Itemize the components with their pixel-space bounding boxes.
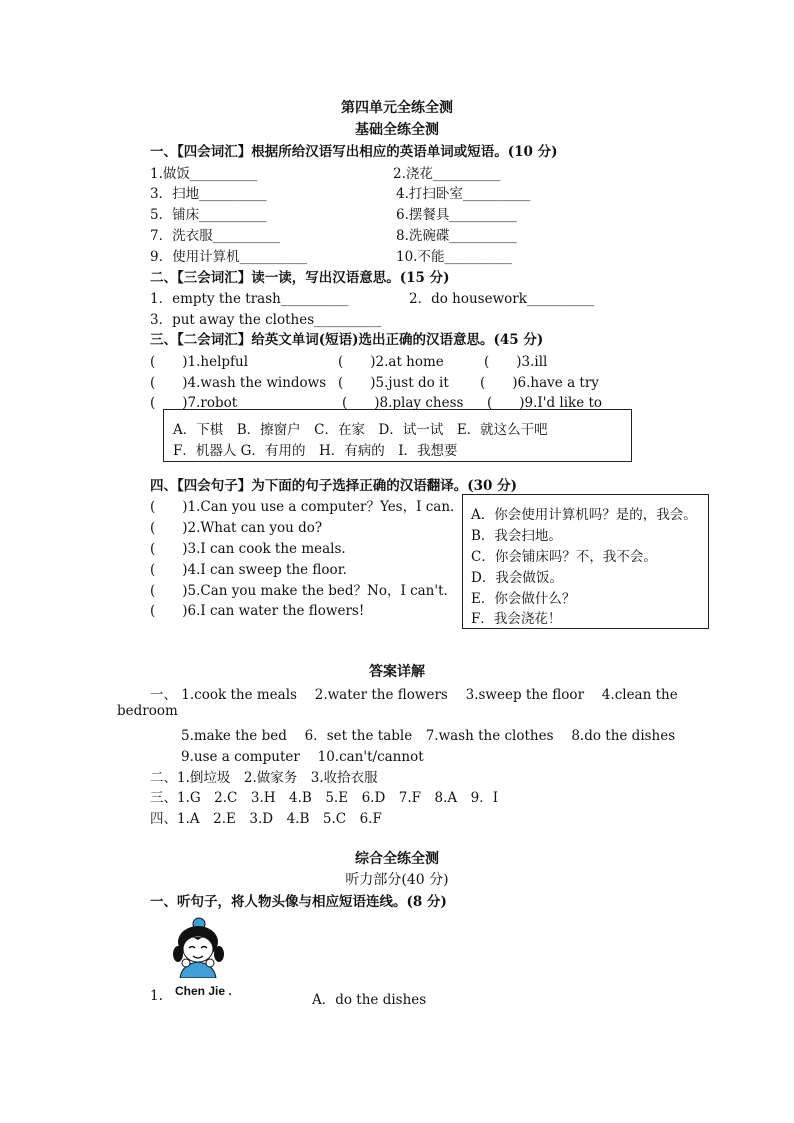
s1-item: 2.浇花__________ xyxy=(393,166,501,182)
page-title: 第四单元全练全测 xyxy=(341,100,453,116)
s3-item: ( )5.just do it xyxy=(338,375,449,391)
s3-options-line: F．机器人 G．有用的 H．有病的 I．我想要 xyxy=(173,443,458,459)
answer-line: 四、1.A 2.E 3.D 4.B 5.C 6.F xyxy=(150,811,382,827)
answer-line: 9.use a computer 10.can't/cannot xyxy=(181,749,424,765)
s3-options-line: A．下棋 B．擦窗户 C．在家 D．试一试 E．就这么干吧 xyxy=(173,422,548,438)
s4-item: ( )3.I can cook the meals. xyxy=(150,541,346,557)
s4-option: A．你会使用计算机吗？是的，我会。 xyxy=(471,507,697,523)
s4-option: F．我会浇花！ xyxy=(471,611,562,627)
s2-item: 3．put away the clothes__________ xyxy=(150,312,382,328)
s4-option: D．我会做饭。 xyxy=(471,570,563,586)
answer-line: 一、 1.cook the meals 2.water the flowers 3.sweep the floor 4.clean the xyxy=(150,687,678,703)
s3-heading: 三、【二会词汇】给英文单词(短语)选出正确的汉语意思。(45 分) xyxy=(150,332,544,348)
s4-item: ( )2.What can you do? xyxy=(150,520,323,536)
s3-item: ( )7.robot xyxy=(150,395,238,411)
s3-item: ( )6.have a try xyxy=(480,375,599,391)
s2-heading: 二、【三会词汇】读一读，写出汉语意思。(15 分) xyxy=(150,270,450,286)
s3-item: ( )9.I'd like to xyxy=(487,395,603,411)
answers-heading: 答案详解 xyxy=(369,664,425,680)
s1-heading: 一、【四会词汇】根据所给汉语写出相应的英语单词或短语。(10 分) xyxy=(150,144,558,160)
section-subtitle: 基础全练全测 xyxy=(355,122,439,138)
s1-item: 4.打扫卧室__________ xyxy=(396,186,531,202)
s1-item: 3．扫地__________ xyxy=(150,186,267,202)
s2-item: 2．do housework__________ xyxy=(409,291,595,307)
s1-item: 9．使用计算机__________ xyxy=(150,249,308,265)
s4-item: ( )1.Can you use a computer？Yes，I can. xyxy=(150,499,455,515)
s3-item: ( )2.at home xyxy=(338,354,444,370)
s1-item: 8.洗碗碟__________ xyxy=(396,228,517,244)
part2-subtitle: 听力部分(40 分) xyxy=(345,872,449,888)
s1-item: 1.做饭__________ xyxy=(150,166,258,182)
answer-line: bedroom xyxy=(117,703,178,719)
s4-option: B．我会扫地。 xyxy=(471,528,562,544)
part2-title: 综合全练全测 xyxy=(355,851,439,867)
item-number: 1. xyxy=(150,988,163,1004)
s4-item: ( )5.Can you make the bed？No，I can't. xyxy=(150,583,448,599)
s1-item: 7．洗衣服__________ xyxy=(150,228,281,244)
answer-line: 三、1.G 2.C 3.H 4.B 5.E 6.D 7.F 8.A 9．I xyxy=(150,790,499,806)
s4-heading: 四、【四会句子】为下面的句子选择正确的汉语翻译。(30 分) xyxy=(150,478,518,494)
s4-item: ( )4.I can sweep the floor. xyxy=(150,562,347,578)
s4-option: E．你会做什么？ xyxy=(471,591,576,607)
s4-option: C．你会铺床吗？不，我不会。 xyxy=(471,549,657,565)
s1-item: 5．铺床__________ xyxy=(150,207,267,223)
chen-jie-avatar xyxy=(170,916,228,978)
s3-item: ( )4.wash the windows xyxy=(150,375,327,391)
option-a: A．do the dishes xyxy=(312,992,427,1008)
s1-item: 10.不能__________ xyxy=(396,249,512,265)
s1-item: 6.摆餐具__________ xyxy=(396,207,517,223)
s3-item: ( )1.helpful xyxy=(150,354,249,370)
part2-heading: 一、听句子，将人物头像与相应短语连线。(8 分) xyxy=(150,894,447,910)
s4-item: ( )6.I can water the flowers! xyxy=(150,603,365,619)
s3-item: ( )8.play chess xyxy=(342,395,464,411)
answer-line: 5.make the bed 6．set the table 7.wash the clothes 8.do the dishes xyxy=(181,728,676,744)
s2-item: 1．empty the trash__________ xyxy=(150,291,349,307)
person-name-label: Chen Jie . xyxy=(175,984,232,998)
answer-line: 二、1.倒垃圾 2.做家务 3.收拾衣服 xyxy=(150,770,378,786)
s3-item: ( )3.ill xyxy=(484,354,548,370)
